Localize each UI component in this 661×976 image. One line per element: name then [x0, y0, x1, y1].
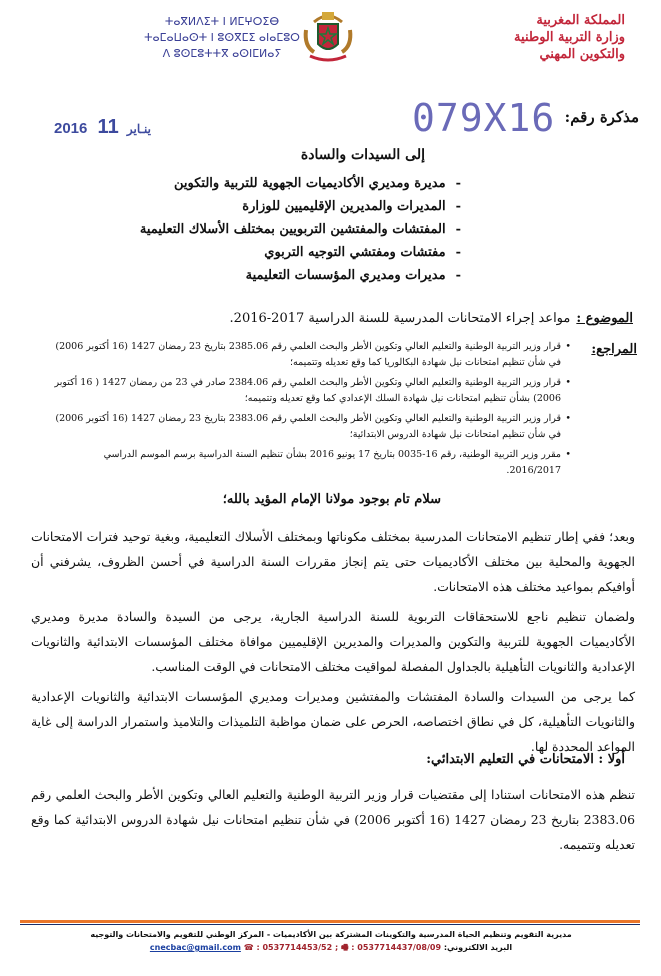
- ministry-name-tifinagh: [142, 14, 302, 62]
- subject-line: [33, 311, 633, 326]
- subject-label: الموضوع :: [576, 311, 633, 326]
- section-title: أولا : الامتحانات في التعليم الابتدائي:: [426, 752, 625, 767]
- ministry-line: والتكوين المهني: [539, 47, 625, 62]
- reference-item: • قرار وزير التربية الوطنية والتعليم العالي وتكوين الأطر والبحث العلمي رقم 2384.06 صادر في 23 من رمضان 1427 ( 16 أكتوبر 2006) بشأن تنظيم امتحانات نيل شهادة السلك الإعدادي كما وقع تعديله وتتميمه؛: [51, 375, 571, 407]
- salutation: إلى السيدات والسادة: [300, 147, 425, 163]
- date-year: 2016: [54, 120, 88, 137]
- references-label: المراجع:: [591, 342, 637, 357]
- section-paragraph: تنظم هذه الامتحانات استنادا إلى مقتضيات قرار وزير التربية الوطنية والتعليم العالي وتكوين الأطر والبحث العلمي رقم 2383.06 بتاريخ 23 رمضان 1427 (16 أكتوبر 2006) في شأن تنظيم امتحانات نيل شهادة الدروس الابتدائية كما وقع تعديله وتتميمه.: [31, 787, 635, 852]
- tifinagh-line: ⵜⴰⵎⴰⵡⴰⵙⵜ ⵏ ⵓⵙⴳⵎⵉ ⴰⵏⴰⵎⵓⵔ: [144, 31, 300, 44]
- memo-label: مذكرة رقم:: [564, 108, 639, 126]
- footer-divider: [20, 920, 640, 923]
- body-paragraph: ولضمان تنظيم ناجع للاستحقاقات التربوية للسنة الدراسية الجارية، يرجى من السيدة والسادة مديرة ومديري الأكاديميات الجهوية للتربية والتكوين والمديرات والمديرين الإقليميين موافاة مختلف المؤسسات الابتدائية والثانويات الإعدادية والثانويات التأهيلية بالجداول المفصلة لمواقيت مختلف الامتحانات في الوقت المناسب.: [31, 609, 635, 674]
- body-paragraph: كما يرجى من السيدات والسادة المفتشات والمفتشين ومديرات ومديري المؤسسات الابتدائية والثانويات الإعدادية والثانويات التأهيلية، كل في نطاق اختصاصه، الحرص على ضمان مواظبة التلميذات والتلاميذ واستمرار الدراسة إلى غاية المواعد المحددة لها.: [31, 689, 635, 754]
- footer-directorate: مديرية التقويم وتنظيم الحياة المدرسية والتكوينات المشتركة بين الأكاديميات - المركز الوطني للتقويم والامتحانات والتوجيه: [90, 930, 572, 939]
- tifinagh-line: ⴷ ⵓⵙⵎⵓⵜⵜⴳ ⴰⵙⵏⵎⵍⴰⵢ: [162, 47, 282, 60]
- addressee-list: [139, 172, 461, 287]
- reference-item: • قرار وزير التربية الوطنية والتعليم العالي وتكوين الأطر والبحث العلمي رقم 2383.06 بتاريخ 23 رمضان 1427 (16 أكتوبر 2006) في شأن تنظيم امتحانات نيل شهادة الدروس الابتدائية؛: [51, 411, 571, 443]
- body-paragraph: وبعد؛ ففي إطار تنظيم الامتحانات المدرسية بمختلف مكوناتها وبمختلف الأسلاك التعليمية، وبغية توحيد فترات الامتحانات الجهوية والمحلية بين مختلف الأكاديميات حتى يتم إنجاز مقررات السنة الدراسية في أحسن الظروف، يشرفني أن أوافيكم بمواعيد مختلف هذه الامتحانات.: [31, 529, 635, 594]
- reference-item: • قرار وزير التربية الوطنية والتعليم العالي وتكوين الأطر والبحث العلمي رقم 2385.06 بتاريخ 23 رمضان 1427 (16 أكتوبر 2006) في شأن تنظيم امتحانات نيل شهادة البكالوريا كما وقع تعديله وتتميمه؛: [51, 339, 571, 371]
- references-list: [51, 339, 571, 483]
- royal-emblem-icon: [300, 8, 356, 66]
- footer-phones: ☎ : 0537714453/52 ; 🖷 : 0537714437/08/09: [243, 943, 442, 952]
- footer-contact: [21, 941, 641, 954]
- reference-item: • مقرر وزير التربية الوطنية، رقم 16-0035 بتاريخ 17 يونيو 2016 بشأن تنظيم السنة الدراسية برسم الموسم الدراسي 2016/2017.: [51, 447, 571, 479]
- footer-email-link[interactable]: cnecbac@gmail.com: [149, 943, 241, 952]
- addressee-item: - مديرات ومديري المؤسسات التعليمية: [161, 264, 461, 287]
- addressee-item: - المفتشات والمفتشين التربويين بمختلف الأسلاك التعليمية: [161, 218, 461, 241]
- ministry-line: المملكة المغربية: [536, 13, 625, 28]
- footer: [21, 928, 641, 954]
- addressee-item: - مفتشات ومفتشي التوجيه التربوي: [161, 241, 461, 264]
- subject-text: مواعد إجراء الامتحانات المدرسية للسنة الدراسية 2017-2016.: [229, 311, 571, 326]
- date-day: 11: [97, 116, 119, 138]
- memo-date-stamp: [54, 116, 155, 139]
- memo-number-stamp: 079X16: [412, 96, 556, 140]
- greeting: سلام تام بوجود مولانا الإمام المؤيد بالله؛: [222, 492, 441, 507]
- ministry-name: [465, 12, 625, 63]
- footer-divider-thin: [20, 924, 640, 925]
- date-month: ينـاير: [126, 122, 151, 136]
- addressee-item: - المديرات والمديرين الإقليميين للوزارة: [161, 195, 461, 218]
- tifinagh-line: ⵜⴰⴳⵍⴷⵉⵜ ⵏ ⵍⵎⵖⵔⵉⴱ: [164, 15, 280, 28]
- addressee-item: - مديرة ومديري الأكاديميات الجهوية للتربية والتكوين: [161, 172, 461, 195]
- ministry-line: وزارة التربية الوطنية: [514, 30, 625, 45]
- footer-email-label: البريد الالكتروني:: [443, 943, 513, 952]
